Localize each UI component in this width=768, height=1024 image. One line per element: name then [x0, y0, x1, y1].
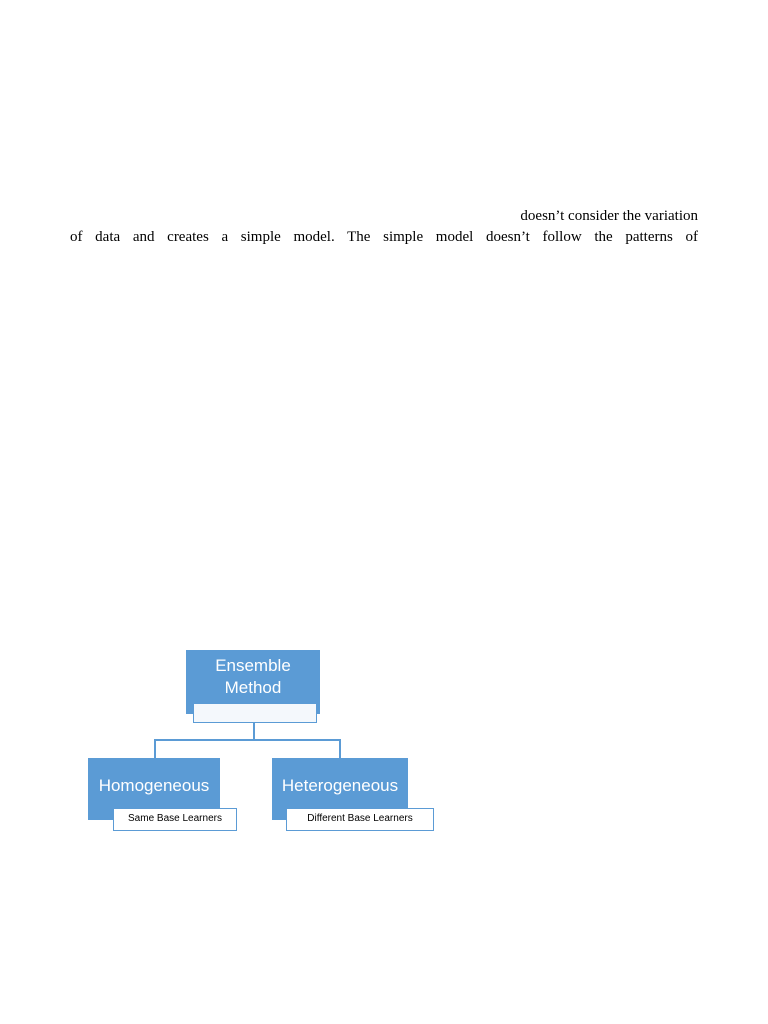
node-heterogeneous: Heterogeneous: [272, 758, 408, 820]
body-text-line-2: of data and creates a simple model. The simple model doesn’t follow the patterns of: [70, 229, 698, 245]
body-text-line-1: doesn’t consider the variation: [520, 208, 698, 224]
node-homogeneous: Homogeneous: [88, 758, 220, 820]
node-ensemble-method-line1: Ensemble: [215, 656, 291, 675]
node-ensemble-method-line2: Method: [224, 678, 282, 697]
node-homogeneous-sublabel: Same Base Learners: [113, 808, 237, 831]
node-heterogeneous-sublabel: Different Base Learners: [286, 808, 434, 831]
node-ensemble-method-sublabel: [193, 703, 317, 723]
